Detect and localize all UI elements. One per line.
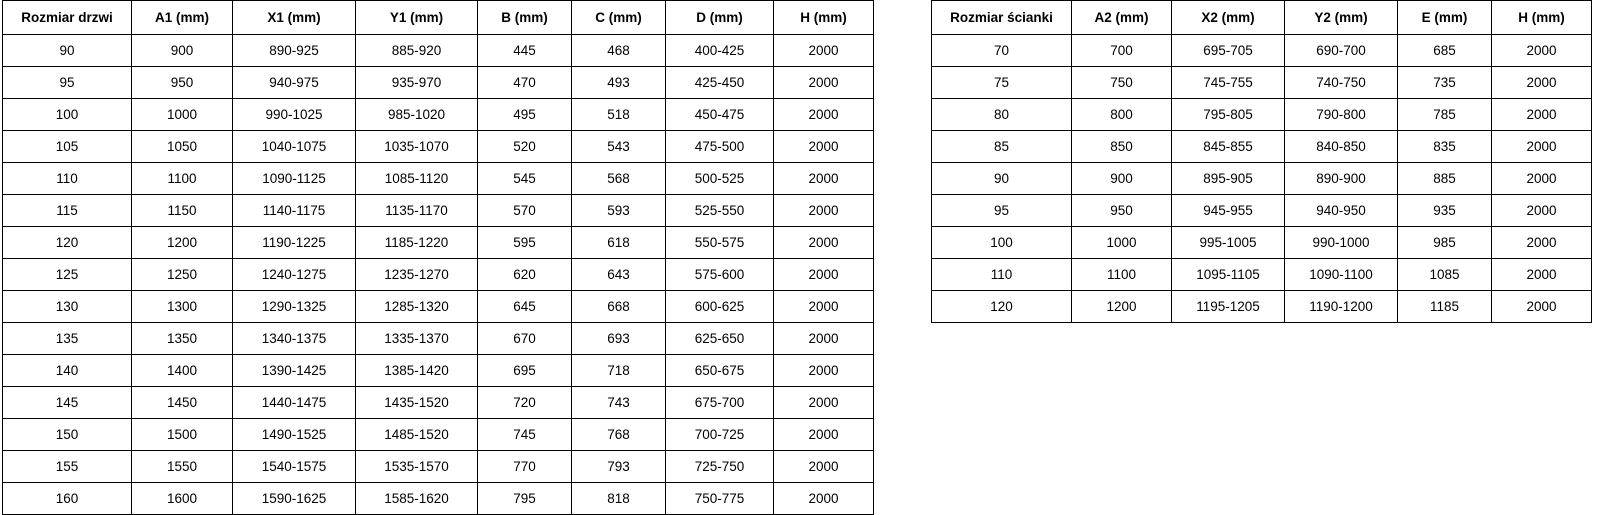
cell: 770 bbox=[478, 451, 572, 483]
cell: 90 bbox=[3, 35, 132, 67]
cell: 115 bbox=[3, 195, 132, 227]
cell: 2000 bbox=[774, 355, 874, 387]
cell: 2000 bbox=[774, 163, 874, 195]
cell: 135 bbox=[3, 323, 132, 355]
table-row bbox=[3, 291, 874, 323]
cell: 2000 bbox=[774, 483, 874, 515]
cell: 1095-1105 bbox=[1172, 259, 1285, 291]
column-header-a1: A1 (mm) bbox=[132, 1, 233, 35]
cell: 100 bbox=[3, 99, 132, 131]
cell: 150 bbox=[3, 419, 132, 451]
cell: 125 bbox=[3, 259, 132, 291]
cell: 2000 bbox=[774, 99, 874, 131]
cell: 570 bbox=[478, 195, 572, 227]
table-row bbox=[3, 67, 874, 99]
doors-table-head bbox=[3, 1, 874, 35]
cell: 1195-1205 bbox=[1172, 291, 1285, 323]
cell: 645 bbox=[478, 291, 572, 323]
cell: 718 bbox=[572, 355, 666, 387]
table-row bbox=[3, 259, 874, 291]
cell: 1335-1370 bbox=[356, 323, 478, 355]
column-header-e: E (mm) bbox=[1398, 1, 1492, 35]
cell: 2000 bbox=[774, 35, 874, 67]
column-header-x1: X1 (mm) bbox=[233, 1, 356, 35]
cell: 2000 bbox=[774, 227, 874, 259]
cell: 85 bbox=[932, 131, 1072, 163]
cell: 668 bbox=[572, 291, 666, 323]
cell: 1085 bbox=[1398, 259, 1492, 291]
cell: 2000 bbox=[1492, 131, 1592, 163]
column-header-a2: A2 (mm) bbox=[1072, 1, 1172, 35]
doors-table-body bbox=[3, 35, 874, 515]
cell: 75 bbox=[932, 67, 1072, 99]
doors-table-container bbox=[2, 0, 874, 515]
cell: 1590-1625 bbox=[233, 483, 356, 515]
table-row bbox=[932, 35, 1592, 67]
cell: 1100 bbox=[1072, 259, 1172, 291]
cell: 595 bbox=[478, 227, 572, 259]
cell: 475-500 bbox=[666, 131, 774, 163]
cell: 745-755 bbox=[1172, 67, 1285, 99]
cell: 890-925 bbox=[233, 35, 356, 67]
table-row bbox=[3, 163, 874, 195]
table-row bbox=[3, 451, 874, 483]
cell: 1090-1100 bbox=[1285, 259, 1398, 291]
cell: 990-1025 bbox=[233, 99, 356, 131]
table-row bbox=[3, 35, 874, 67]
cell: 1350 bbox=[132, 323, 233, 355]
cell: 155 bbox=[3, 451, 132, 483]
cell: 2000 bbox=[774, 387, 874, 419]
cell: 160 bbox=[3, 483, 132, 515]
cell: 1450 bbox=[132, 387, 233, 419]
cell: 695 bbox=[478, 355, 572, 387]
cell: 845-855 bbox=[1172, 131, 1285, 163]
table-header-row bbox=[932, 1, 1592, 35]
cell: 650-675 bbox=[666, 355, 774, 387]
cell: 1550 bbox=[132, 451, 233, 483]
cell: 795-805 bbox=[1172, 99, 1285, 131]
cell: 885 bbox=[1398, 163, 1492, 195]
cell: 940-950 bbox=[1285, 195, 1398, 227]
cell: 105 bbox=[3, 131, 132, 163]
cell: 518 bbox=[572, 99, 666, 131]
cell: 1200 bbox=[132, 227, 233, 259]
table-header-row bbox=[3, 1, 874, 35]
cell: 1290-1325 bbox=[233, 291, 356, 323]
table-row bbox=[3, 99, 874, 131]
cell: 1100 bbox=[132, 163, 233, 195]
table-row bbox=[3, 419, 874, 451]
column-header-b: B (mm) bbox=[478, 1, 572, 35]
cell: 140 bbox=[3, 355, 132, 387]
column-header-c: C (mm) bbox=[572, 1, 666, 35]
column-header-rozmiar-drzwi: Rozmiar drzwi bbox=[3, 1, 132, 35]
cell: 520 bbox=[478, 131, 572, 163]
cell: 1300 bbox=[132, 291, 233, 323]
cell: 2000 bbox=[774, 291, 874, 323]
cell: 800 bbox=[1072, 99, 1172, 131]
cell: 790-800 bbox=[1285, 99, 1398, 131]
cell: 2000 bbox=[774, 419, 874, 451]
cell: 625-650 bbox=[666, 323, 774, 355]
cell: 593 bbox=[572, 195, 666, 227]
cell: 1585-1620 bbox=[356, 483, 478, 515]
cell: 2000 bbox=[1492, 163, 1592, 195]
column-header-y2: Y2 (mm) bbox=[1285, 1, 1398, 35]
table-row bbox=[3, 387, 874, 419]
table-row bbox=[3, 227, 874, 259]
cell: 1340-1375 bbox=[233, 323, 356, 355]
cell: 850 bbox=[1072, 131, 1172, 163]
cell: 130 bbox=[3, 291, 132, 323]
cell: 693 bbox=[572, 323, 666, 355]
cell: 400-425 bbox=[666, 35, 774, 67]
column-header-d: D (mm) bbox=[666, 1, 774, 35]
cell: 600-625 bbox=[666, 291, 774, 323]
cell: 745 bbox=[478, 419, 572, 451]
cell: 750 bbox=[1072, 67, 1172, 99]
cell: 940-975 bbox=[233, 67, 356, 99]
cell: 1135-1170 bbox=[356, 195, 478, 227]
cell: 1185-1220 bbox=[356, 227, 478, 259]
cell: 725-750 bbox=[666, 451, 774, 483]
cell: 2000 bbox=[774, 451, 874, 483]
cell: 495 bbox=[478, 99, 572, 131]
cell: 2000 bbox=[1492, 259, 1592, 291]
cell: 1540-1575 bbox=[233, 451, 356, 483]
table-row bbox=[3, 131, 874, 163]
cell: 575-600 bbox=[666, 259, 774, 291]
cell: 1435-1520 bbox=[356, 387, 478, 419]
table-row bbox=[3, 323, 874, 355]
cell: 750-775 bbox=[666, 483, 774, 515]
column-header-h: H (mm) bbox=[774, 1, 874, 35]
cell: 2000 bbox=[1492, 35, 1592, 67]
table-row bbox=[3, 483, 874, 515]
walls-table-body bbox=[932, 35, 1592, 323]
cell: 620 bbox=[478, 259, 572, 291]
cell: 470 bbox=[478, 67, 572, 99]
table-row bbox=[932, 131, 1592, 163]
table-row bbox=[932, 99, 1592, 131]
cell: 885-920 bbox=[356, 35, 478, 67]
cell: 1440-1475 bbox=[233, 387, 356, 419]
cell: 1600 bbox=[132, 483, 233, 515]
walls-table-container bbox=[931, 0, 1592, 323]
cell: 80 bbox=[932, 99, 1072, 131]
cell: 785 bbox=[1398, 99, 1492, 131]
cell: 1040-1075 bbox=[233, 131, 356, 163]
cell: 543 bbox=[572, 131, 666, 163]
cell: 935 bbox=[1398, 195, 1492, 227]
cell: 700-725 bbox=[666, 419, 774, 451]
cell: 900 bbox=[132, 35, 233, 67]
cell: 950 bbox=[132, 67, 233, 99]
cell: 1085-1120 bbox=[356, 163, 478, 195]
table-row bbox=[932, 291, 1592, 323]
cell: 525-550 bbox=[666, 195, 774, 227]
cell: 2000 bbox=[774, 323, 874, 355]
cell: 675-700 bbox=[666, 387, 774, 419]
cell: 2000 bbox=[1492, 99, 1592, 131]
table-row bbox=[932, 227, 1592, 259]
table-row bbox=[932, 163, 1592, 195]
column-header-x2: X2 (mm) bbox=[1172, 1, 1285, 35]
cell: 1000 bbox=[132, 99, 233, 131]
cell: 1500 bbox=[132, 419, 233, 451]
cell: 985 bbox=[1398, 227, 1492, 259]
table-row bbox=[3, 355, 874, 387]
cell: 945-955 bbox=[1172, 195, 1285, 227]
cell: 835 bbox=[1398, 131, 1492, 163]
cell: 468 bbox=[572, 35, 666, 67]
cell: 950 bbox=[1072, 195, 1172, 227]
cell: 2000 bbox=[774, 259, 874, 291]
table-row bbox=[932, 259, 1592, 291]
cell: 493 bbox=[572, 67, 666, 99]
cell: 643 bbox=[572, 259, 666, 291]
cell: 1190-1225 bbox=[233, 227, 356, 259]
cell: 1535-1570 bbox=[356, 451, 478, 483]
cell: 1390-1425 bbox=[233, 355, 356, 387]
table-row bbox=[3, 195, 874, 227]
cell: 145 bbox=[3, 387, 132, 419]
cell: 545 bbox=[478, 163, 572, 195]
cell: 1200 bbox=[1072, 291, 1172, 323]
cell: 70 bbox=[932, 35, 1072, 67]
cell: 120 bbox=[3, 227, 132, 259]
cell: 1285-1320 bbox=[356, 291, 478, 323]
cell: 1140-1175 bbox=[233, 195, 356, 227]
cell: 985-1020 bbox=[356, 99, 478, 131]
cell: 618 bbox=[572, 227, 666, 259]
cell: 90 bbox=[932, 163, 1072, 195]
cell: 995-1005 bbox=[1172, 227, 1285, 259]
cell: 2000 bbox=[1492, 227, 1592, 259]
cell: 100 bbox=[932, 227, 1072, 259]
cell: 2000 bbox=[774, 195, 874, 227]
cell: 1400 bbox=[132, 355, 233, 387]
table-row bbox=[932, 67, 1592, 99]
cell: 690-700 bbox=[1285, 35, 1398, 67]
cell: 110 bbox=[3, 163, 132, 195]
cell: 550-575 bbox=[666, 227, 774, 259]
cell: 1185 bbox=[1398, 291, 1492, 323]
cell: 935-970 bbox=[356, 67, 478, 99]
cell: 2000 bbox=[774, 67, 874, 99]
cell: 768 bbox=[572, 419, 666, 451]
cell: 685 bbox=[1398, 35, 1492, 67]
cell: 500-525 bbox=[666, 163, 774, 195]
cell: 670 bbox=[478, 323, 572, 355]
doors-dimensions-table bbox=[2, 0, 874, 515]
cell: 1090-1125 bbox=[233, 163, 356, 195]
cell: 2000 bbox=[1492, 67, 1592, 99]
cell: 743 bbox=[572, 387, 666, 419]
cell: 840-850 bbox=[1285, 131, 1398, 163]
column-header-h: H (mm) bbox=[1492, 1, 1592, 35]
cell: 110 bbox=[932, 259, 1072, 291]
column-header-rozmiar-scianki: Rozmiar ścianki bbox=[932, 1, 1072, 35]
cell: 895-905 bbox=[1172, 163, 1285, 195]
walls-dimensions-table bbox=[931, 0, 1592, 323]
cell: 900 bbox=[1072, 163, 1172, 195]
walls-table-head bbox=[932, 1, 1592, 35]
cell: 95 bbox=[932, 195, 1072, 227]
cell: 1150 bbox=[132, 195, 233, 227]
cell: 1050 bbox=[132, 131, 233, 163]
cell: 890-900 bbox=[1285, 163, 1398, 195]
table-row bbox=[932, 195, 1592, 227]
cell: 1250 bbox=[132, 259, 233, 291]
cell: 568 bbox=[572, 163, 666, 195]
cell: 2000 bbox=[774, 131, 874, 163]
cell: 1035-1070 bbox=[356, 131, 478, 163]
cell: 990-1000 bbox=[1285, 227, 1398, 259]
cell: 2000 bbox=[1492, 195, 1592, 227]
cell: 1000 bbox=[1072, 227, 1172, 259]
cell: 1490-1525 bbox=[233, 419, 356, 451]
cell: 793 bbox=[572, 451, 666, 483]
cell: 1190-1200 bbox=[1285, 291, 1398, 323]
cell: 695-705 bbox=[1172, 35, 1285, 67]
cell: 795 bbox=[478, 483, 572, 515]
column-header-y1: Y1 (mm) bbox=[356, 1, 478, 35]
cell: 445 bbox=[478, 35, 572, 67]
cell: 95 bbox=[3, 67, 132, 99]
cell: 1385-1420 bbox=[356, 355, 478, 387]
cell: 120 bbox=[932, 291, 1072, 323]
cell: 450-475 bbox=[666, 99, 774, 131]
cell: 425-450 bbox=[666, 67, 774, 99]
cell: 1240-1275 bbox=[233, 259, 356, 291]
cell: 735 bbox=[1398, 67, 1492, 99]
cell: 1235-1270 bbox=[356, 259, 478, 291]
cell: 700 bbox=[1072, 35, 1172, 67]
cell: 818 bbox=[572, 483, 666, 515]
cell: 2000 bbox=[1492, 291, 1592, 323]
cell: 740-750 bbox=[1285, 67, 1398, 99]
cell: 720 bbox=[478, 387, 572, 419]
cell: 1485-1520 bbox=[356, 419, 478, 451]
